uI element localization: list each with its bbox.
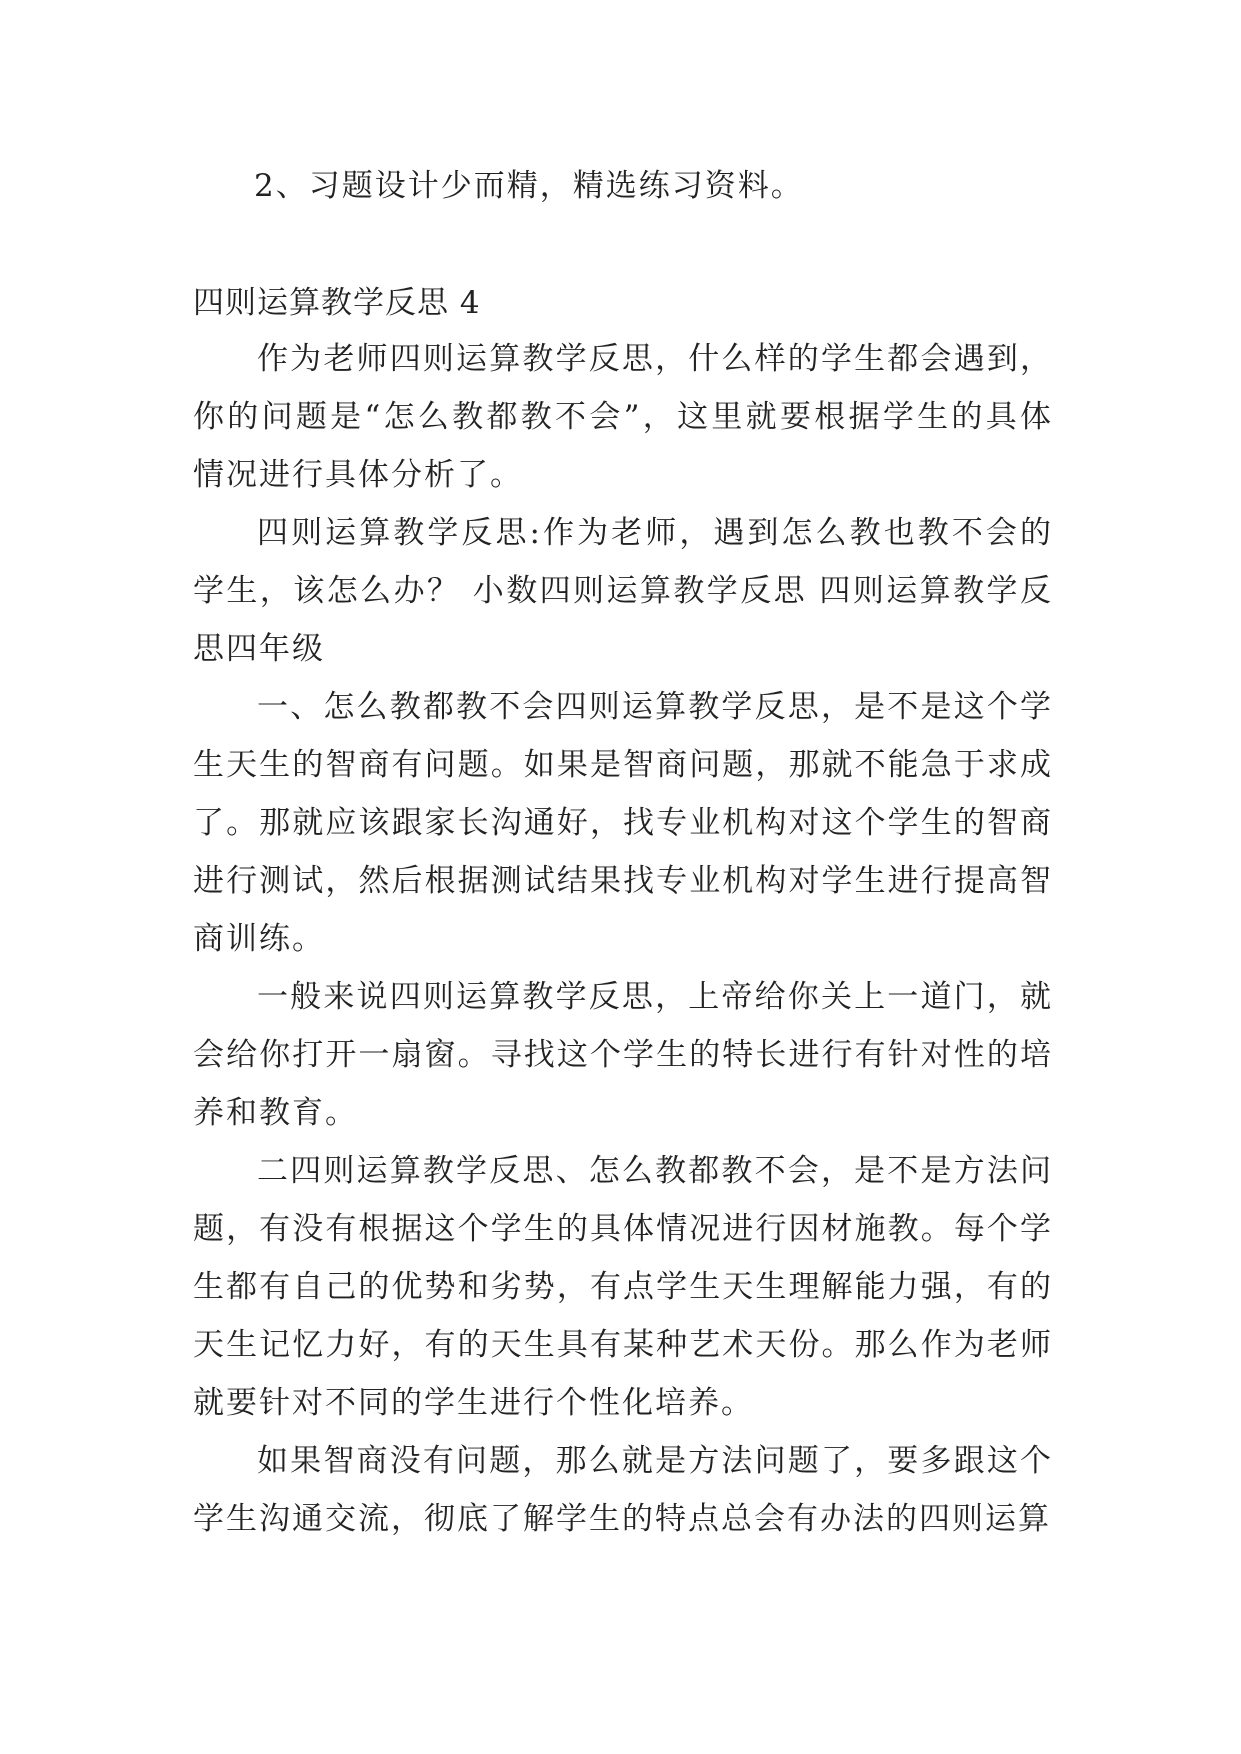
list-item-2: 2、习题设计少而精，精选练习资料。 [254, 168, 804, 204]
paragraph-4: 一般来说四则运算教学反思，上帝给你关上一道门，就会给你打开一扇窗。寻找这个学生的特长进行有针对性的培养和教育。 [193, 979, 1053, 1131]
paragraph-3: 一、怎么教都教不会四则运算教学反思，是不是这个学生天生的智商有问题。如果是智商问题，那就不能急于求成了。那就应该跟家长沟通好，找专业机构对这个学生的智商进行测试，然后根据测试结果找专业机构对学生进行提高智商训练。 [193, 689, 1053, 957]
paragraph-6: 如果智商没有问题，那么就是方法问题了，要多跟这个学生沟通交流，彻底了解学生的特点总会有办法的四则运算 [193, 1443, 1053, 1537]
paragraph-2: 四则运算教学反思:作为老师，遇到怎么教也教不会的学生，该怎么办？ 小数四则运算教学反思 四则运算教学反思四年级 [193, 515, 1053, 667]
paragraph-5: 二四则运算教学反思、怎么教都教不会，是不是方法问题，有没有根据这个学生的具体情况进行因材施教。每个学生都有自己的优势和劣势，有点学生天生理解能力强，有的天生记忆力好，有的天生具有某种艺术天份。那么作为老师就要针对不同的学生进行个性化培养。 [193, 1153, 1053, 1421]
document-body [193, 330, 1053, 1548]
paragraph-1: 作为老师四则运算教学反思，什么样的学生都会遇到，你的问题是“怎么教都教不会”，这里就要根据学生的具体情况进行具体分析了。 [193, 341, 1053, 493]
section-heading: 四则运算教学反思 4 [193, 285, 481, 321]
